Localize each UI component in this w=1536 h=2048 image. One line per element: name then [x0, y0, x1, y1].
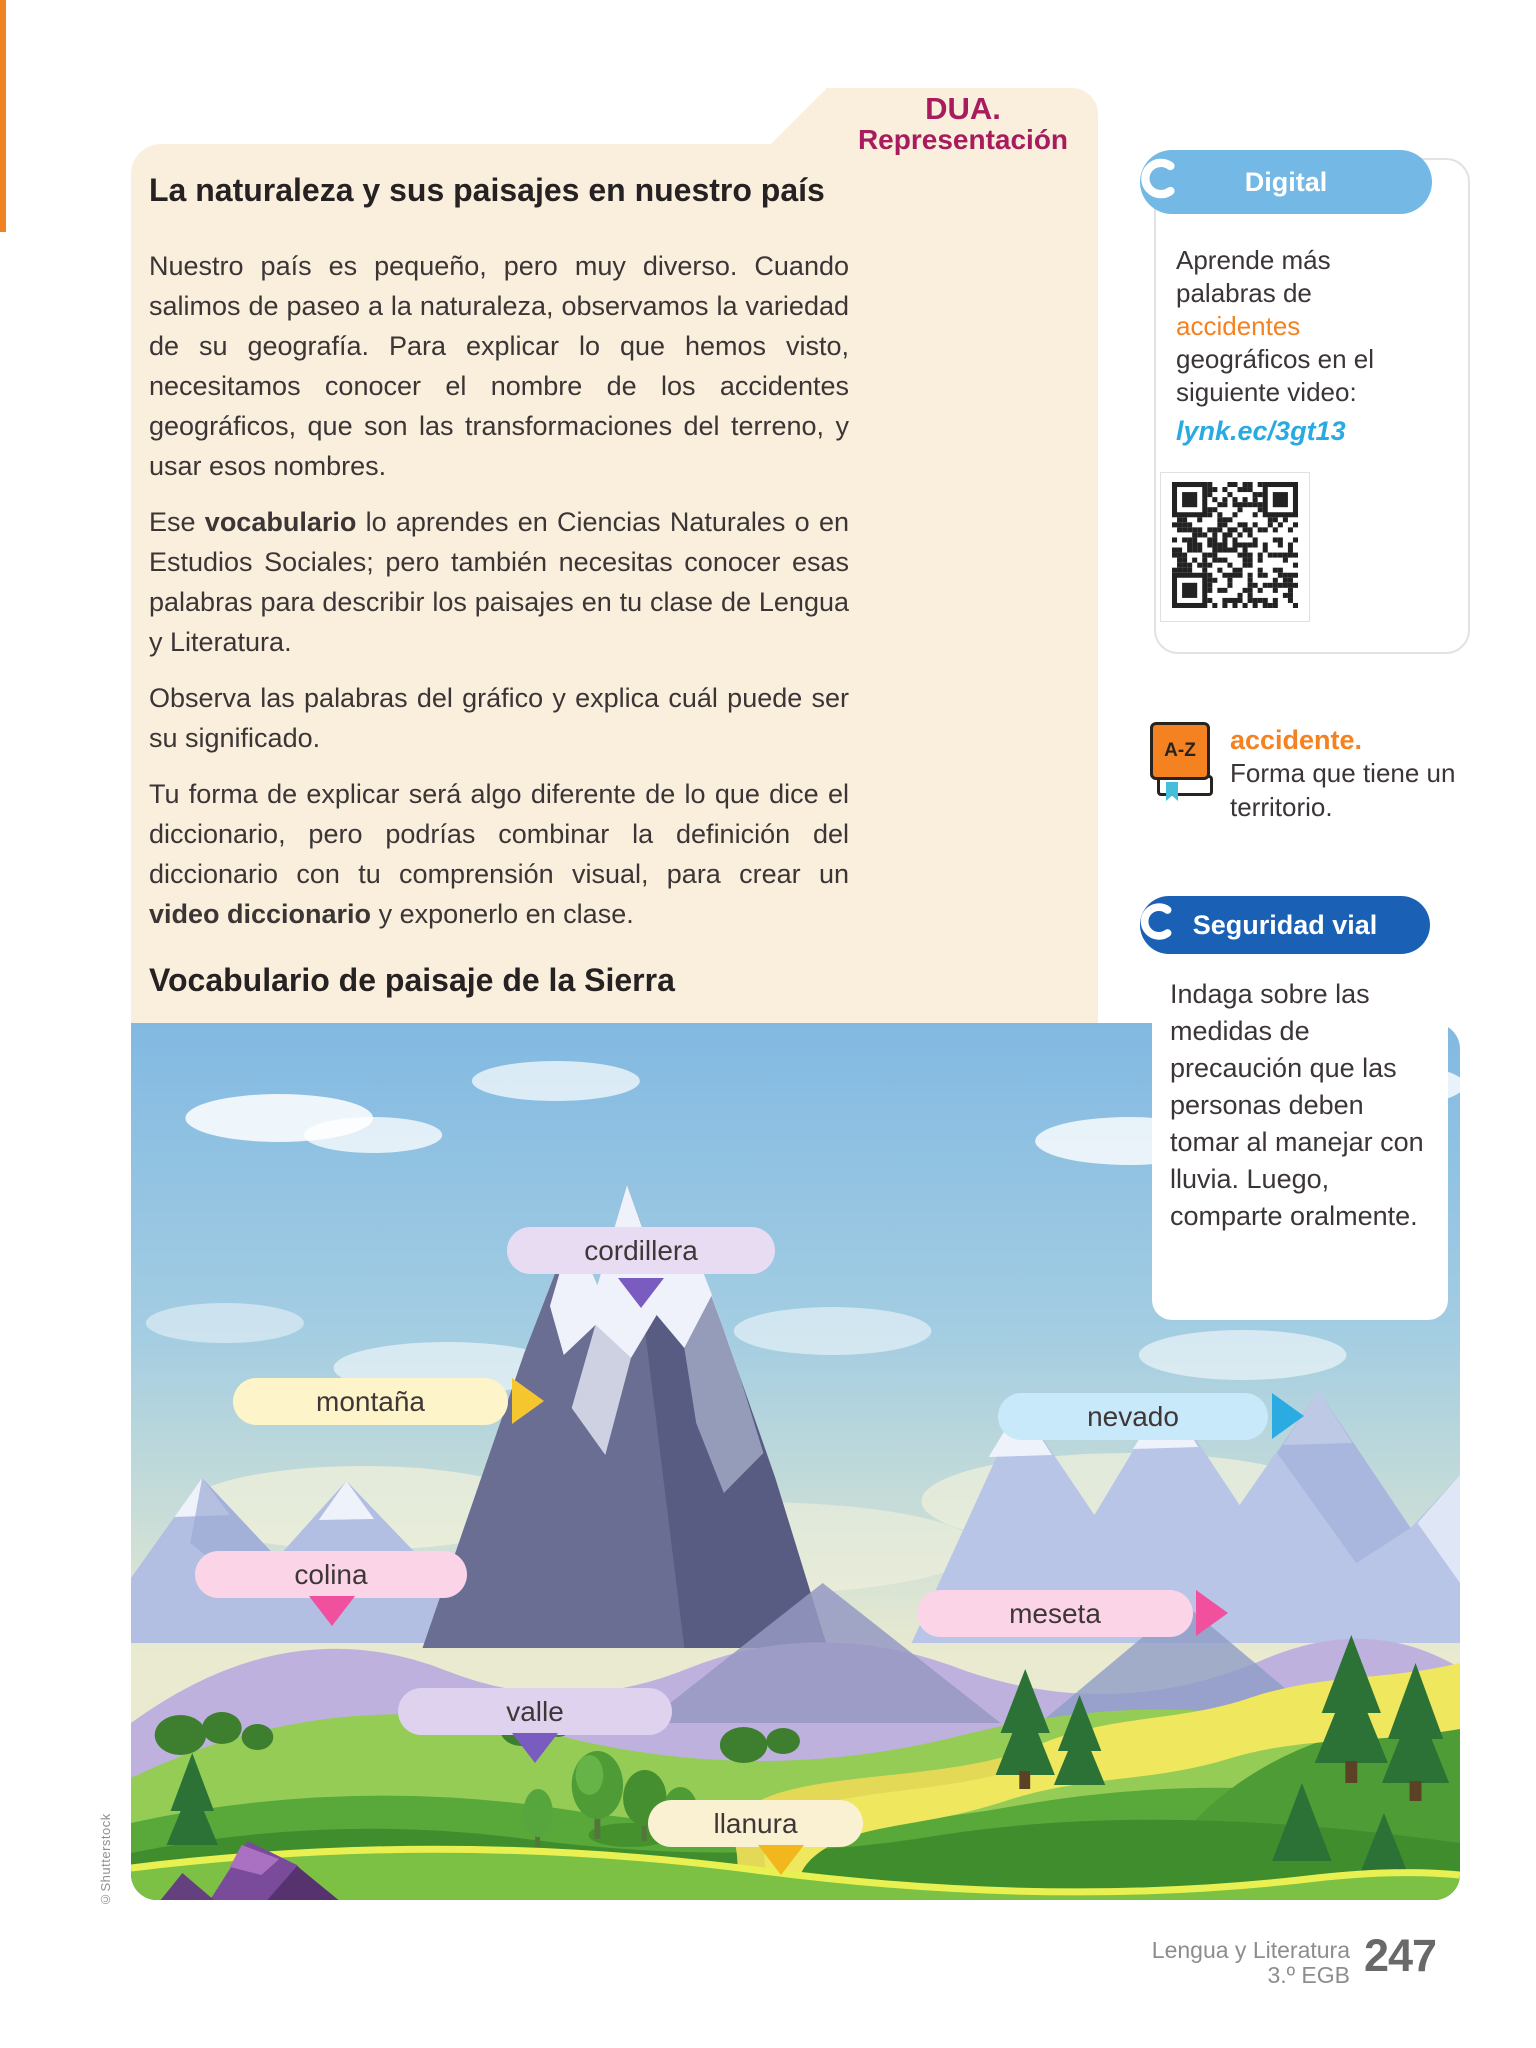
- diagram-arrow-llanura: [758, 1845, 804, 1875]
- c-ring-icon: [1136, 899, 1182, 952]
- paragraph-2: Ese vocabulario lo aprendes en Ciencias Naturales o en Estudios Sociales; pero también necesitas conocer esas palabras para describir los paisajes en tu clase de Lengua y Literatura.: [149, 507, 849, 657]
- dua-line2: Representación: [857, 124, 1069, 155]
- diagram-label-colina: colina: [195, 1551, 467, 1598]
- glossary-definition: Forma que tiene un territorio.: [1230, 758, 1456, 822]
- paragraph-3: Observa las palabras del gráfico y explica cuál puede ser su significado.: [149, 683, 849, 753]
- seguridad-header: [1140, 896, 1430, 954]
- glossary-entry: [1230, 724, 1466, 824]
- diagram-heading: Vocabulario de paisaje de la Sierra: [149, 962, 675, 998]
- seguridad-body-text: Indaga sobre las medidas de precaución que las personas deben tomar al manejar con lluvia. Luego, comparte oralmente.: [1170, 979, 1424, 1231]
- c-ring-icon: [1136, 154, 1186, 211]
- diagram-arrow-nevado: [1272, 1393, 1304, 1439]
- footer-grade-line: 3.º EGB: [1267, 1962, 1350, 1988]
- dictionary-bookmark: [1166, 782, 1178, 801]
- footer-subject: [1050, 1938, 1350, 1988]
- diagram-label-llanura: llanura: [648, 1800, 863, 1847]
- diagram-label-nevado: nevado: [998, 1393, 1268, 1440]
- page-number: 247: [1364, 1930, 1437, 1981]
- digital-header: [1140, 150, 1432, 214]
- diagram-label-cordillera: cordillera: [507, 1227, 775, 1274]
- footer-subject-line: Lengua y Literatura: [1151, 1937, 1350, 1963]
- qr-code-svg: [1172, 482, 1298, 613]
- dictionary-icon-label: A-Z: [1164, 740, 1196, 761]
- diagram-label-valle: valle: [398, 1688, 672, 1735]
- image-credit: ©Shutterstock: [98, 1813, 113, 1907]
- digital-body-text: Aprende más palabras de accidentes geográficos en el siguiente video:: [1176, 245, 1375, 407]
- diagram-arrow-valle: [512, 1733, 558, 1763]
- paragraph-4: Tu forma de explicar será algo diferente de lo que dice el diccionario, pero podrías combinar la definición del diccionario con tu comprensión visual, para crear un video diccionario y exponerlo en clase.: [149, 779, 849, 929]
- diagram-label-montana: montaña: [233, 1378, 508, 1425]
- diagram-label-meseta: meseta: [917, 1590, 1193, 1637]
- dictionary-cover: [1150, 722, 1210, 780]
- page-edge-bar: [0, 0, 6, 232]
- dua-label: [813, 92, 1113, 155]
- video-link[interactable]: lynk.ec/3gt13: [1176, 416, 1346, 446]
- digital-header-label: Digital: [1244, 166, 1328, 197]
- diagram-arrow-colina: [309, 1596, 355, 1626]
- paragraph-1: Nuestro país es pequeño, pero muy diverso. Cuando salimos de paseo a la naturaleza, observamos la variedad de su geografía. Para explicar lo que hemos visto, necesitamos conocer el nombre de los accidentes geográficos, que son las transformaciones del terreno, y usar esos nombres.: [149, 251, 849, 481]
- seguridad-header-label: Seguridad vial: [1192, 909, 1378, 940]
- glossary-term: accidente.: [1230, 725, 1363, 755]
- qr-code[interactable]: [1160, 472, 1310, 622]
- dua-line1: DUA.: [925, 91, 1001, 126]
- dictionary-icon: [1150, 722, 1214, 806]
- diagram-arrow-montana: [512, 1378, 544, 1424]
- diagram-arrow-meseta: [1196, 1590, 1228, 1636]
- page-title: La naturaleza y sus paisajes en nuestro país: [149, 172, 825, 208]
- article: [149, 170, 849, 1000]
- diagram-arrow-cordillera: [618, 1278, 664, 1308]
